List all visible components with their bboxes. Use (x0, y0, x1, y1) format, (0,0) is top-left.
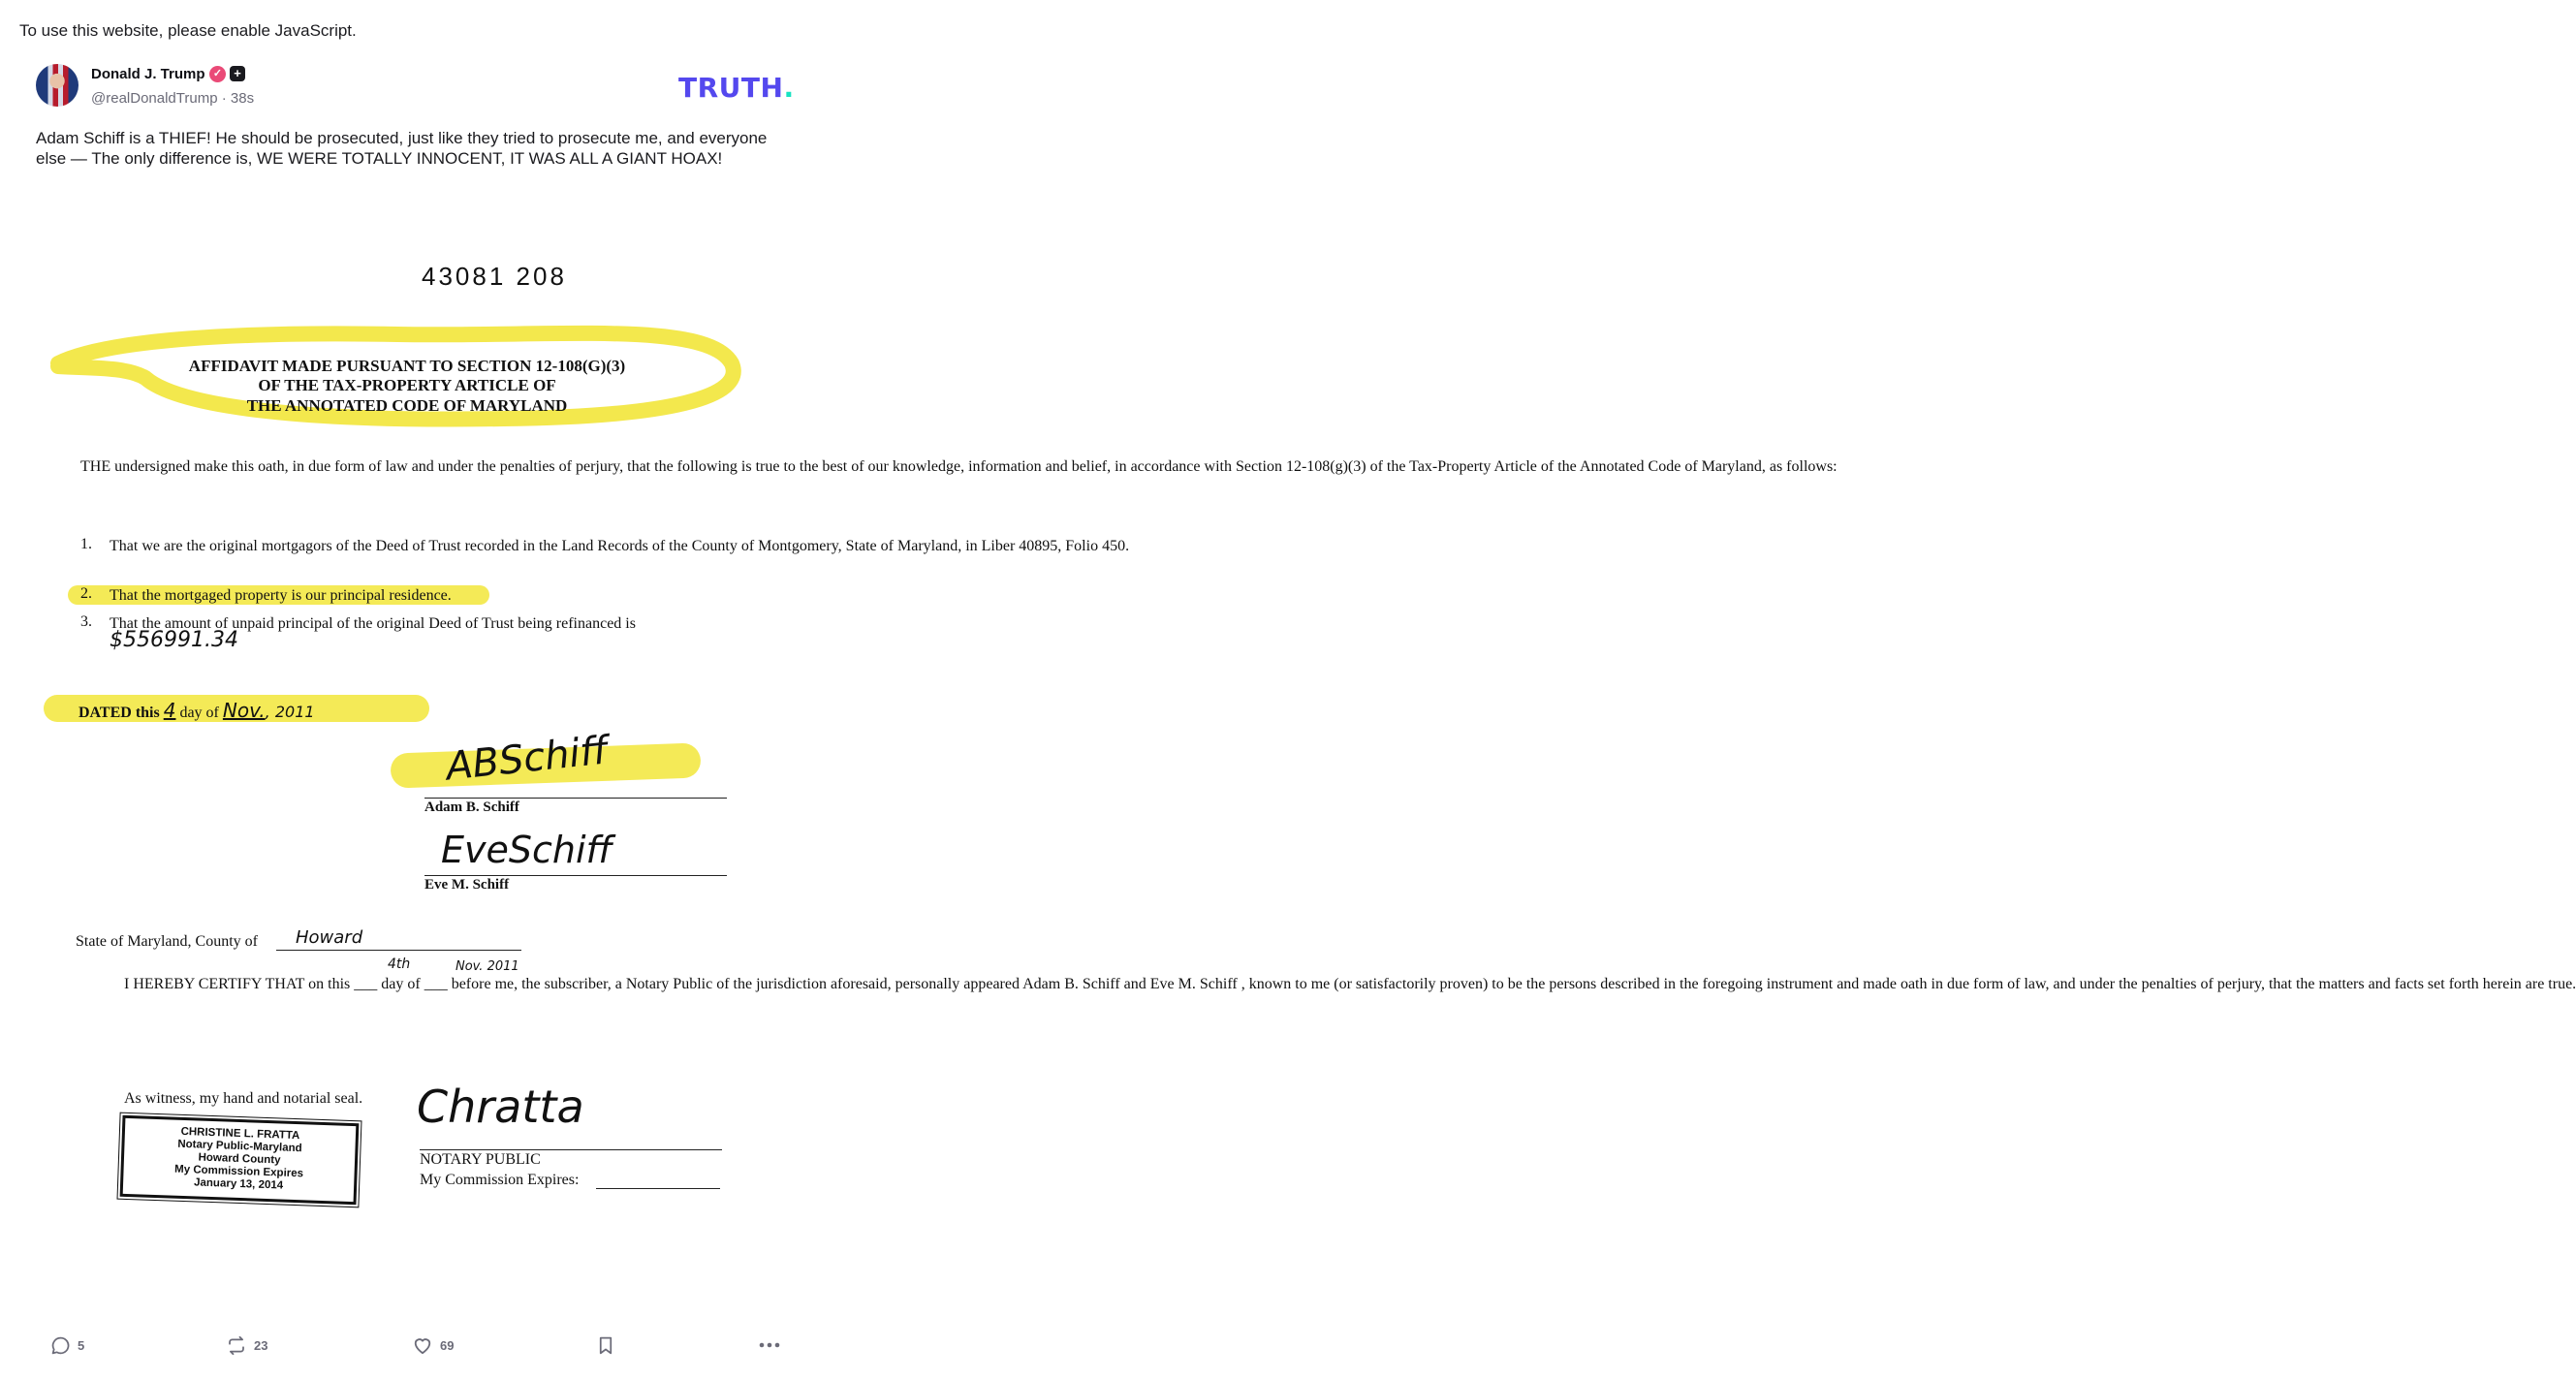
reply-count: 5 (78, 1338, 85, 1353)
stamp-line: My Commission Expires (173, 1163, 304, 1180)
truth-logo[interactable] (678, 72, 795, 104)
item-text: That the amount of unpaid principal of the original Deed of Trust being refinanced is (110, 615, 636, 632)
item-number: 2. (80, 585, 92, 602)
more-button[interactable] (758, 1341, 781, 1349)
stamp-line: CHRISTINE L. FRATTA (180, 1125, 300, 1143)
item-text: That we are the original mortgagors of the Deed of Trust recorded in the Land Records of the County of Montgomery, State of Maryland, in Liber 40895, Folio 450. (110, 538, 1130, 554)
avatar[interactable] (36, 64, 79, 107)
notary-signature: Chratta (417, 1081, 584, 1133)
retruth-icon (226, 1335, 247, 1356)
dated-year: , 2011 (265, 703, 315, 721)
commission-line (596, 1188, 720, 1189)
document-number: 43081 208 (422, 262, 567, 291)
logo-text: TRUTH (678, 72, 784, 104)
separator: · (221, 90, 227, 107)
amount-handwritten: $556991.34 (110, 628, 238, 652)
stamp-line: Howard County (198, 1151, 281, 1167)
like-count: 69 (440, 1337, 455, 1353)
more-icon (758, 1341, 781, 1349)
action-bar (0, 1335, 814, 1366)
title-line-1: AFFIDAVIT MADE PURSUANT TO SECTION 12-108(G)(3) (188, 357, 626, 375)
post-text: Adam Schiff is a THIEF! He should be prosecuted, just like they tried to prosecute me, and everyone else — The only difference is, WE WERE TOTALLY INNOCENT, IT WAS ALL A GIANT HOAX! (36, 129, 768, 168)
post-age[interactable]: 38s (230, 90, 255, 107)
title-line-3: THE ANNOTATED CODE OF MARYLAND (246, 396, 568, 415)
item-text: That the mortgaged property is our principal residence. (110, 587, 452, 604)
dated-day: 4 (163, 699, 176, 722)
dated-month: Nov. (222, 699, 266, 722)
intro-paragraph: THE undersigned make this oath, in due form of law and under the penalties of perjury, that the following is true to the best of our knowledge, information and belief, in accordance with Section 12-108(g)(3) of the Tax-Property Article of the Annotated Code of Maryland, as follows: (80, 458, 1838, 475)
retruth-button[interactable] (226, 1335, 267, 1356)
author-name[interactable]: Donald J. Trump (91, 66, 205, 82)
certify-paragraph: I HEREBY CERTIFY THAT on this ___ day of ___ before me, the subscriber, a Notary Public of the jurisdiction aforesaid, personally appeared Adam B. Schiff and Eve M. Schiff , known to me (or satisfactorily proven) to be the persons described in the foregoing instrument and made oath in due form of law, and under the penalties of perjury, that the matters and facts set forth herein are true. (124, 976, 2576, 992)
plus-badge-icon: + (230, 66, 245, 81)
signature-eve: EveSchiff (441, 829, 613, 871)
bookmark-icon (597, 1335, 614, 1356)
dated-mid: day of (179, 705, 219, 721)
javascript-notice: To use this website, please enable JavaScript. (19, 21, 357, 40)
reply-button[interactable] (50, 1335, 84, 1356)
item-number: 1. (80, 536, 92, 552)
title-line-2: OF THE TAX-PROPERTY ARTICLE OF (258, 376, 556, 394)
county-handwritten: Howard (296, 927, 363, 948)
county-line (276, 950, 521, 951)
logo-dot: . (783, 72, 795, 104)
like-icon (412, 1335, 433, 1355)
stamp-line: January 13, 2014 (193, 1176, 284, 1192)
like-button[interactable] (412, 1335, 454, 1355)
commission-label: My Commission Expires: (420, 1172, 580, 1188)
certify-month-handwritten: Nov. 2011 (456, 959, 519, 974)
author-handle[interactable]: @realDonaldTrump (91, 90, 218, 107)
verified-icon: ✓ (209, 66, 226, 82)
retruth-count: 23 (254, 1338, 268, 1353)
notary-label: NOTARY PUBLIC (420, 1151, 541, 1168)
dated-label (79, 699, 315, 722)
signer-1-name: Adam B. Schiff (424, 799, 519, 815)
county-label: State of Maryland, County of (76, 933, 258, 950)
certify-day-handwritten: 4th (388, 956, 411, 972)
dated-prefix: DATED this (79, 705, 160, 721)
signature-line (424, 798, 727, 799)
post-image-affidavit[interactable] (29, 228, 2576, 1313)
reply-icon (50, 1335, 71, 1356)
notary-stamp (120, 1115, 360, 1205)
signature-line (420, 1149, 722, 1150)
signer-2-name: Eve M. Schiff (424, 877, 510, 893)
handle-row (91, 90, 254, 107)
signature-adam: ABSchiff (444, 728, 611, 790)
witness-text: As witness, my hand and notarial seal. (124, 1090, 363, 1107)
item-number: 3. (80, 613, 92, 630)
bookmark-button[interactable] (597, 1335, 614, 1356)
signature-line (424, 875, 727, 876)
stamp-line: Notary Public-Maryland (177, 1138, 302, 1155)
